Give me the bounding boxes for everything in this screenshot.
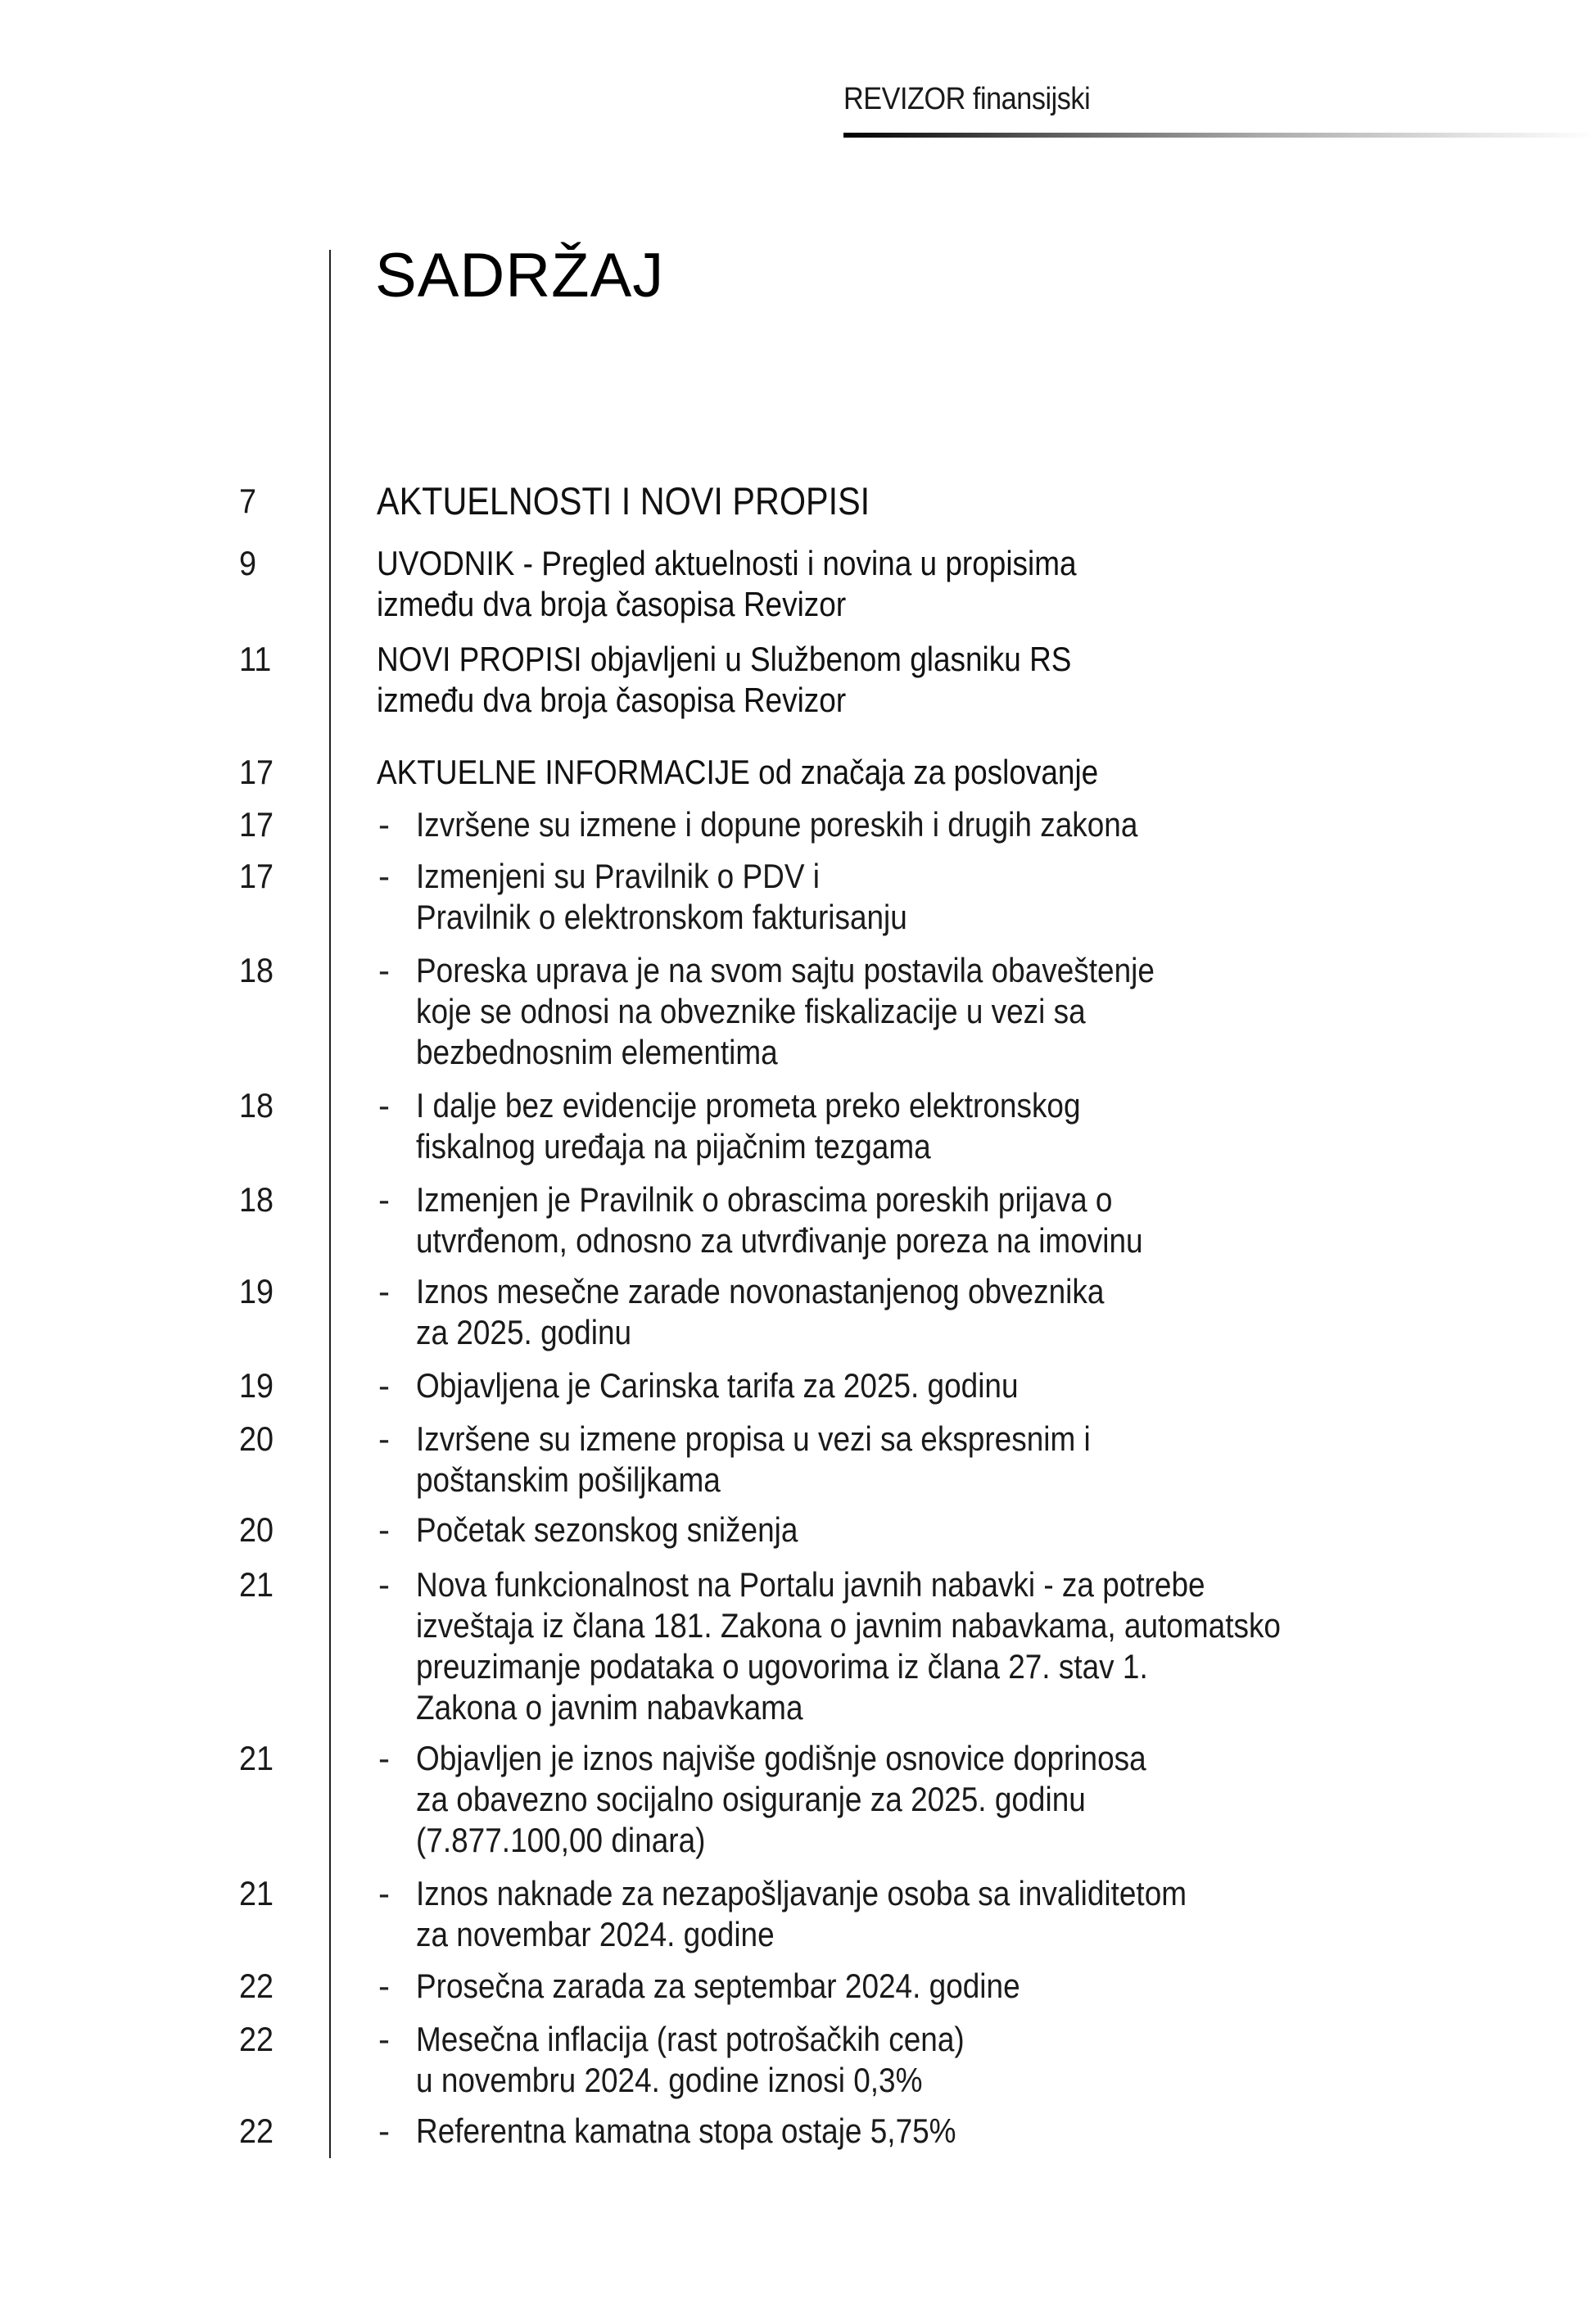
bullet-dash-icon: - <box>378 1086 390 1125</box>
toc-subentry-title: Mesečna inflacija (rast potrošačkih cena) u novembru 2024. godine iznosi 0,3% <box>416 2020 965 2099</box>
toc-page-number: 17 <box>239 753 274 791</box>
toc-subentry-title: Objavljen je iznos najviše godišnje osnovice doprinosa za obavezno socijalno osiguranje za 2025. godinu (7.877.100,00 dinara) <box>416 1739 1146 1859</box>
toc-page-number: 22 <box>239 1967 274 2005</box>
bullet-dash-icon: - <box>378 805 390 844</box>
bullet-dash-icon: - <box>378 1272 390 1310</box>
bullet-dash-icon: - <box>378 1874 390 1912</box>
toc-entry-title: AKTUELNE INFORMACIJE od značaja za poslovanje <box>377 753 1099 791</box>
toc-page-number: 20 <box>239 1419 274 1458</box>
toc-section-title: AKTUELNOSTI I NOVI PROPISI <box>377 479 870 523</box>
toc-subentry-title: Iznos naknade za nezapošljavanje osoba sa invaliditetom za novembar 2024. godine <box>416 1874 1187 1953</box>
toc-page-number: 18 <box>239 1180 274 1219</box>
bullet-dash-icon: - <box>378 951 390 989</box>
toc-subentry-title: Izvršene su izmene i dopune poreskih i drugih zakona <box>416 805 1138 844</box>
toc-page-number: 19 <box>239 1366 274 1405</box>
toc-page-number: 22 <box>239 2020 274 2058</box>
toc-subentry-title: Poreska uprava je na svom sajtu postavila obaveštenje koje se odnosi na obveznike fiskalizacije u vezi sa bezbednosnim elementima <box>416 951 1155 1071</box>
header-gradient-rule <box>843 133 1596 138</box>
bullet-dash-icon: - <box>378 1967 390 2005</box>
toc-page-number: 22 <box>239 2112 274 2150</box>
bullet-dash-icon: - <box>378 857 390 895</box>
toc-subentry-title: Izmenjen je Pravilnik o obrascima poreskih prijava o utvrđenom, odnosno za utvrđivanje poreza na imovinu <box>416 1180 1143 1260</box>
toc-vertical-divider <box>329 250 331 2158</box>
toc-subentry-title: Referentna kamatna stopa ostaje 5,75% <box>416 2112 956 2150</box>
toc-page-number: 21 <box>239 1739 274 1777</box>
toc-subentry-title: Iznos mesečne zarade novonastanjenog obveznika za 2025. godinu <box>416 1272 1105 1351</box>
bullet-dash-icon: - <box>378 1565 390 1604</box>
toc-page-number: 9 <box>239 544 257 582</box>
toc-subentry-title: I dalje bez evidencije prometa preko elektronskog fiskalnog uređaja na pijačnim tezgama <box>416 1086 1081 1166</box>
toc-page-number: 21 <box>239 1874 274 1912</box>
bullet-dash-icon: - <box>378 1366 390 1405</box>
toc-subentry-title: Početak sezonskog sniženja <box>416 1510 798 1549</box>
toc-page-number: 21 <box>239 1565 274 1604</box>
toc-page-number: 18 <box>239 951 274 989</box>
toc-page-number: 20 <box>239 1510 274 1549</box>
toc-page-number: 19 <box>239 1272 274 1310</box>
page-title: SADRŽAJ <box>375 241 665 310</box>
toc-subentry-title: Izmenjeni su Pravilnik o PDV i Pravilnik o elektronskom fakturisanju <box>416 857 907 936</box>
toc-page-number: 17 <box>239 857 274 895</box>
toc-page-number: 17 <box>239 805 274 844</box>
bullet-dash-icon: - <box>378 2020 390 2058</box>
bullet-dash-icon: - <box>378 1510 390 1549</box>
toc-subentry-title: Izvršene su izmene propisa u vezi sa ekspresnim i poštanskim pošiljkama <box>416 1419 1091 1499</box>
toc-page-number: 18 <box>239 1086 274 1125</box>
bullet-dash-icon: - <box>378 1180 390 1219</box>
toc-entry-title: UVODNIK - Pregled aktuelnosti i novina u propisima između dva broja časopisa Revizor <box>377 544 1077 623</box>
bullet-dash-icon: - <box>378 1739 390 1777</box>
running-header-title: REVIZOR finansijski <box>843 82 1091 116</box>
bullet-dash-icon: - <box>378 2112 390 2150</box>
toc-subentry-title: Nova funkcionalnost na Portalu javnih nabavki - za potrebe izveštaja iz člana 181. Zakona o javnim nabavkama, automatsko preuzimanje podataka o ugovorima iz člana 27. stav 1. Zakona o javnim nabavkama <box>416 1565 1281 1727</box>
toc-page-number: 7 <box>239 482 257 520</box>
toc-entry-title: NOVI PROPISI objavljeni u Službenom glasniku RS između dva broja časopisa Revizor <box>377 640 1072 719</box>
bullet-dash-icon: - <box>378 1419 390 1458</box>
toc-subentry-title: Objavljena je Carinska tarifa za 2025. godinu <box>416 1366 1019 1405</box>
toc-page-number: 11 <box>239 640 272 678</box>
toc-subentry-title: Prosečna zarada za septembar 2024. godine <box>416 1967 1020 2005</box>
